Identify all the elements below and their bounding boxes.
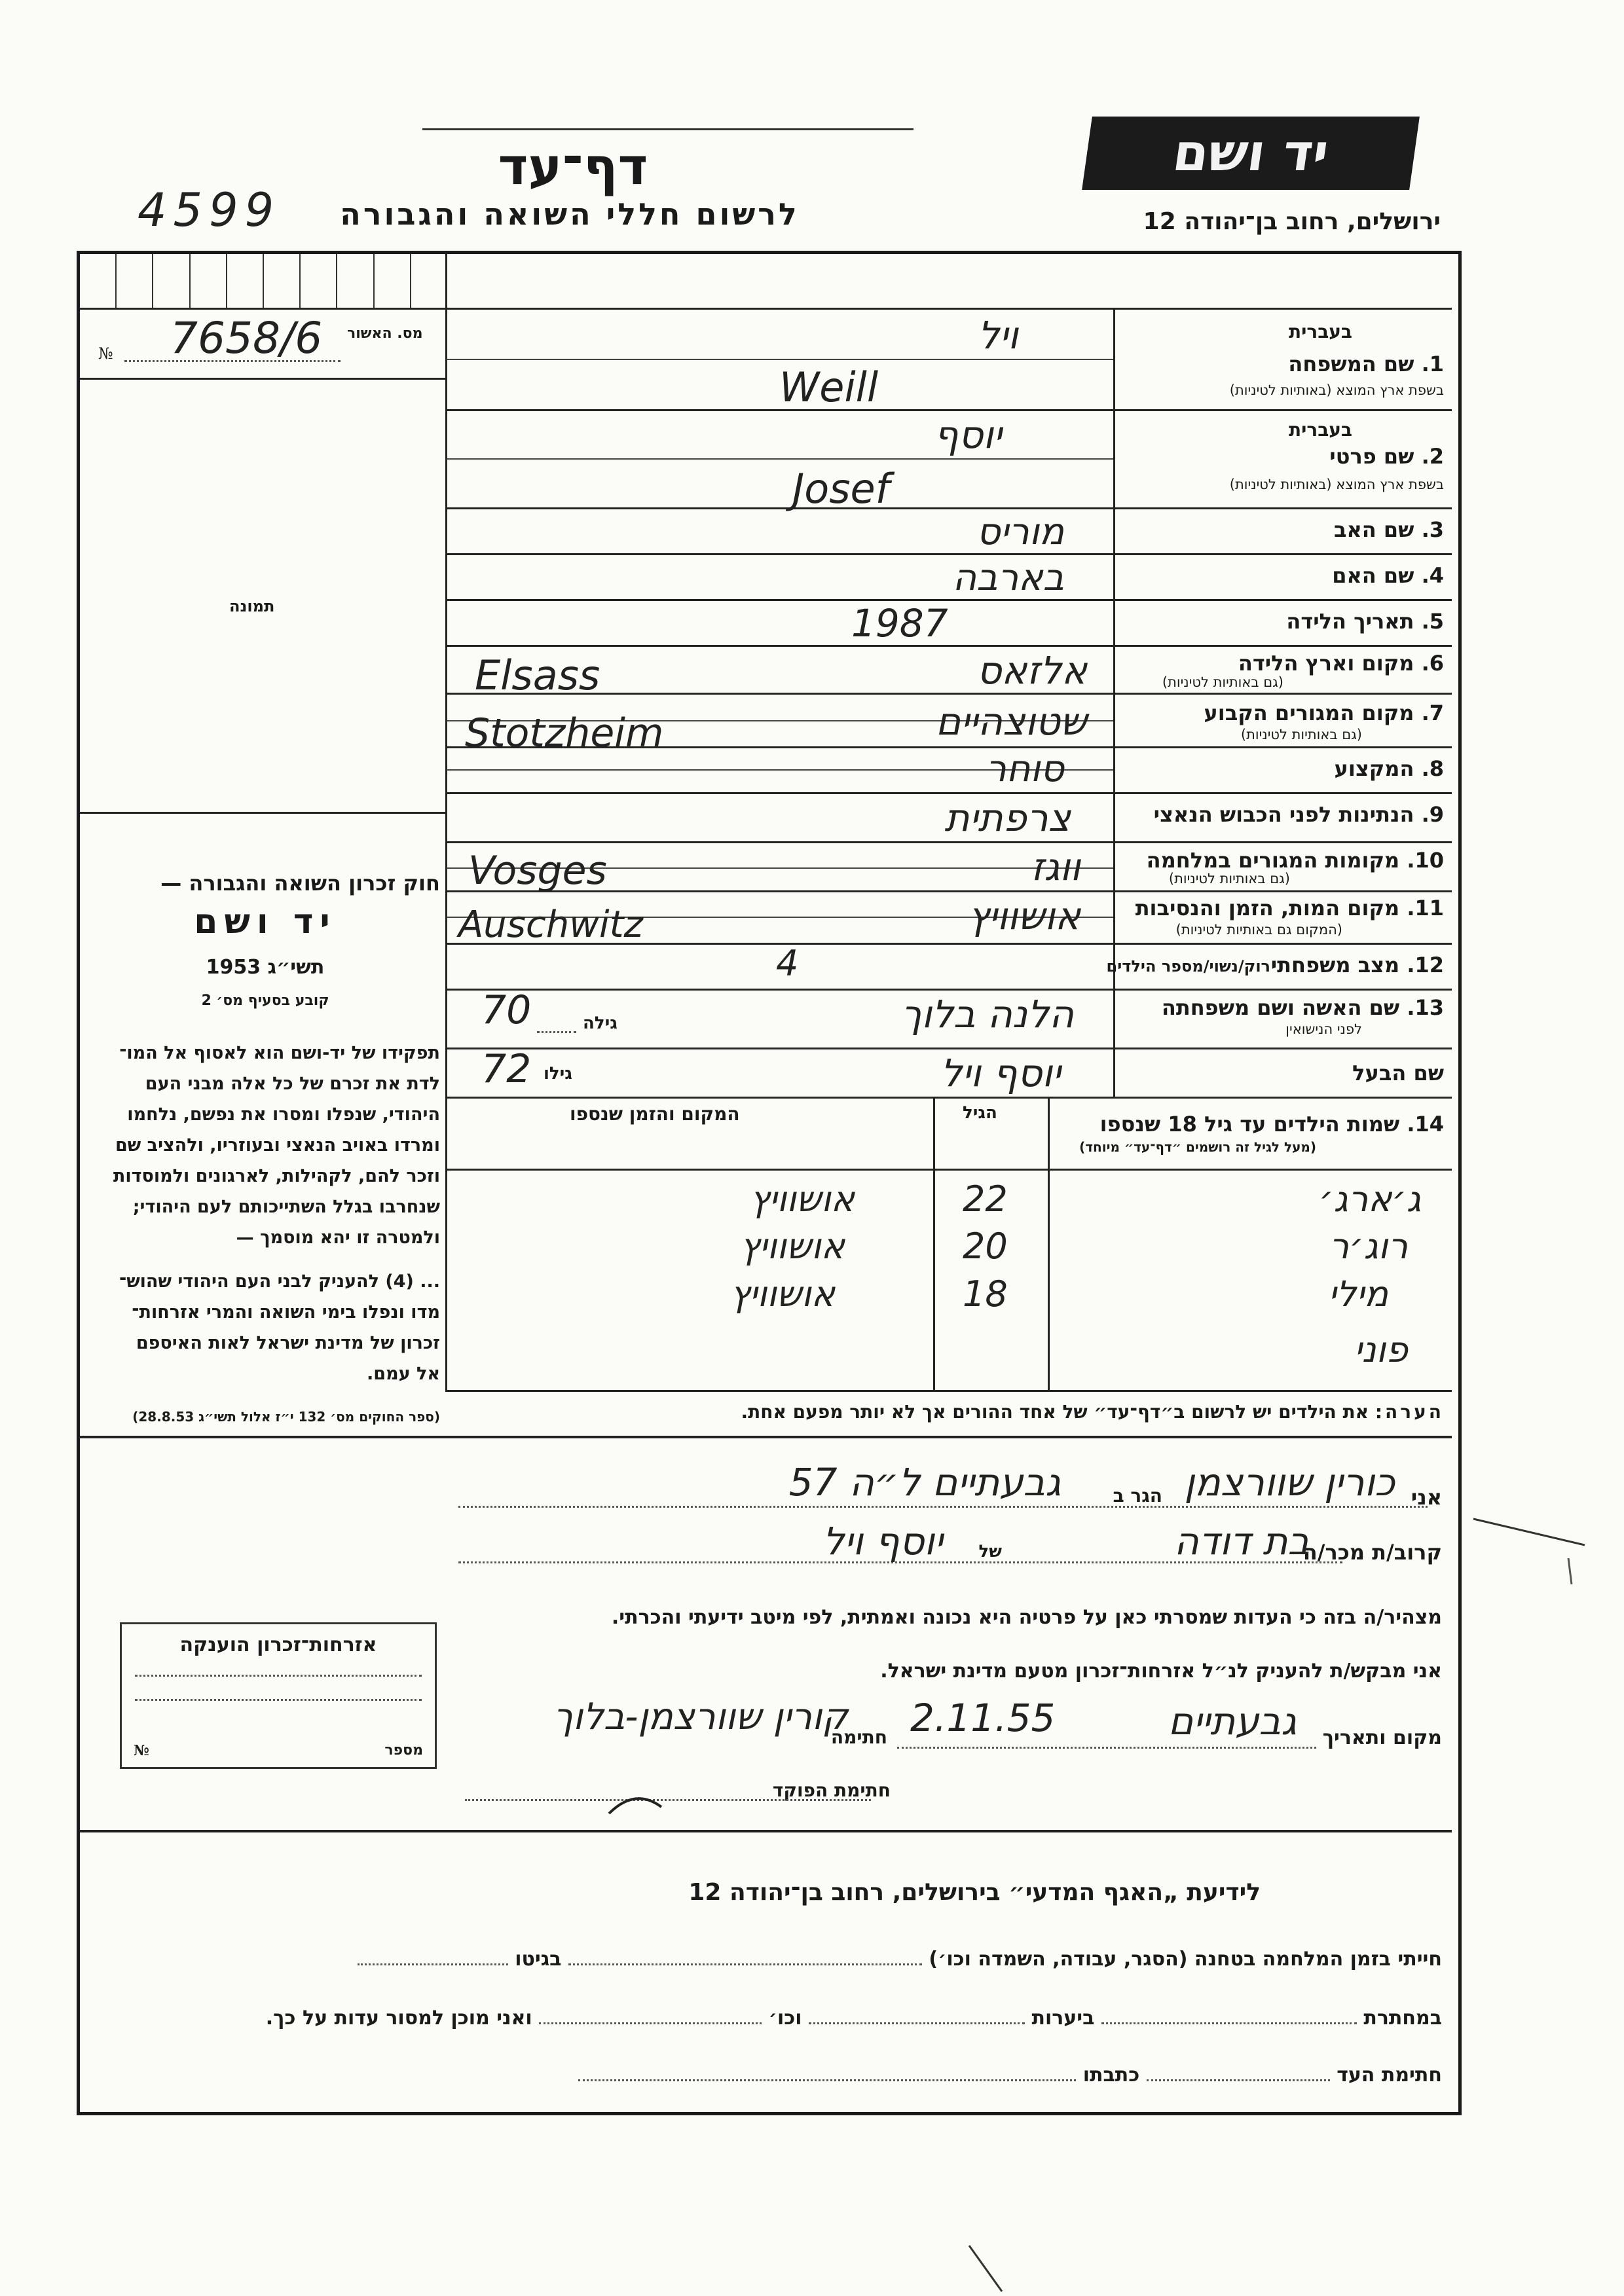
citizenship-no-symbol: № [134, 1742, 149, 1759]
field-12-num: 12. [1407, 953, 1444, 977]
field-7-num: 7. [1421, 701, 1444, 725]
field-1-num: 1. [1421, 352, 1444, 376]
field-3-label-text: שם האב [1333, 517, 1414, 542]
field-3-value: מוריס [976, 511, 1064, 553]
footer-ghetto: בגיטו [515, 1948, 562, 1971]
husband-value: יוסף ויל [940, 1051, 1061, 1095]
field-4-value: בארבה [952, 556, 1064, 599]
child-3-place: אושוויץ [730, 1273, 835, 1315]
footer-address: כתבתו [1082, 2064, 1140, 2086]
field-3-num: 3. [1421, 517, 1444, 542]
footer-forests: ביערות [1031, 2007, 1095, 2030]
field-8-num: 8. [1421, 756, 1444, 781]
law-line: תפקידו של יד-ושם הוא לאסוף אל המו־ [119, 1043, 440, 1063]
law-title: חוק זכרון השואה והגבורה — [160, 871, 440, 896]
child-1-name: ג׳ארג׳ [1319, 1178, 1421, 1220]
decl-official-label: חתימת הפוקד [772, 1779, 891, 1801]
decl-signature: קורין שוורצמן-בלוך [553, 1696, 848, 1738]
field-12-label-text: מצב משפחתי [1270, 953, 1400, 977]
field-13-label-text: שם האשה ושם משפחתה [1161, 995, 1400, 1020]
footer-title: לידיעת „האגף המדעי״ בירושלים, רחוב בן־יהודה 12 [688, 1879, 1261, 1906]
approval-number: 7658/6 [170, 313, 323, 363]
field-1-head: בעברית [1288, 321, 1352, 342]
law-line: מדו ונפלו בימי השואה והמרי אזרחות־ [132, 1302, 440, 1322]
decl-of-label: של [978, 1542, 1002, 1561]
remark-text: את הילדים יש לרשום ב״דף־עד״ של אחד ההורים אך לא יותר מפעם אחת. [741, 1401, 1369, 1423]
field-13-value: הלנה בלוך [901, 992, 1074, 1036]
child-1-age: 22 [963, 1178, 1008, 1220]
children-place-header: המקום והזמן שנספו [570, 1103, 740, 1125]
footer-line-1-text: חייתי בזמן המלחמה בטחנה (הסגר, עבודה, השמדה וכו׳) [929, 1948, 1442, 1971]
form-title: דף־עד [498, 137, 648, 196]
law-line: ולמטרה זו יהא מוסמך — [236, 1228, 440, 1248]
field-4-label-text: שם האם [1332, 563, 1414, 588]
decl-statement-2: אני מבקש/ת להעניק לנ״ל אזרחות־זכרון מטעם מדינת ישראל. [880, 1660, 1442, 1683]
law-line: ... (4) להעניק לבני העם היהודי שהוש־ [119, 1271, 440, 1292]
decl-statement-1: מצהיר/ה בזה כי העדות שמסרתי כאן על פרטיה היא נכונה ואמתית, לפי מיטב ידיעתי והכרתי. [611, 1606, 1442, 1629]
law-name: יד ושם [194, 902, 337, 941]
decl-residing-label: הגר ב [1113, 1485, 1162, 1506]
field-10-value-latin: Vosges [468, 848, 607, 894]
decl-address: גבעתיים ל״ה 57 [788, 1460, 1061, 1504]
law-line: זכרון של מדינת ישראל לאות האיספם [136, 1333, 440, 1353]
field-12-options: רוק/נשוי/מספר הילדים [1106, 957, 1270, 975]
field-8-label-text: המקצוע [1334, 756, 1414, 781]
field-7-label-text: מקום המגורים הקבוע [1204, 701, 1414, 725]
remark-label: הערה: [1375, 1401, 1444, 1423]
field-1-label-text: שם המשפחה [1288, 352, 1414, 376]
handwritten-number: 4599 [138, 183, 281, 237]
law-clause: קובע בסעיף מס׳ 2 [201, 993, 329, 1009]
field-7-value: שטוצהיים [935, 699, 1087, 744]
child-3-name: מילי [1328, 1273, 1388, 1315]
photo-label: תמונה [229, 597, 275, 615]
decl-place-date-label: מקום ותאריך [1322, 1726, 1442, 1749]
header-address: ירושלים, רחוב בן־יהודה 12 [1143, 208, 1441, 235]
footer-witness-signature: חתימת העד [1337, 2064, 1442, 2086]
field-6-sub: (גם באותיות לטיניות) [1162, 674, 1283, 690]
field-10-num: 10. [1407, 848, 1444, 873]
children-note: (מעל לגיל זה רושמים ״דף־עד״ מיוחד) [1079, 1139, 1316, 1155]
logo-text: יד ושם [1169, 124, 1333, 183]
field-13-age: 70 [481, 987, 532, 1033]
children-age-header: הגיל [963, 1103, 997, 1123]
law-line: שנחרבו בגלל השתייכותם לעם היהודי; [132, 1197, 440, 1217]
field-2-num: 2. [1421, 444, 1444, 469]
citizenship-number-label: מספר [384, 1742, 423, 1758]
law-line: ומרדו באויב הנאצי ובעוזריו, ולהציב שם [115, 1135, 440, 1156]
child-2-name: רוג׳ר [1329, 1226, 1408, 1267]
child-2-place: אושוויץ [740, 1226, 845, 1267]
field-5-label-text: תאריך הלידה [1286, 609, 1414, 634]
decl-relation-label: קרוב/ת מכר/ה [1302, 1540, 1442, 1565]
field-13-num: 13. [1407, 995, 1444, 1020]
field-11-label-text: מקום המות, הזמן והנסיבות [1135, 896, 1400, 920]
child-2-age: 20 [963, 1226, 1008, 1267]
law-year: תשי״ג 1953 [206, 956, 325, 979]
child-1-place: אושוויץ [750, 1178, 855, 1220]
field-9-num: 9. [1421, 802, 1444, 827]
husband-age-label: גילו [544, 1064, 572, 1084]
field-2-value-latin: Josef [792, 465, 890, 513]
field-6-label-text: מקום וארץ הלידה [1238, 651, 1414, 676]
citizenship-box-title: אזרחות־זכרון הוענקה [179, 1633, 377, 1656]
law-citation: (ספר החוקים מס׳ 132 י״ז אלול תשי״ג 28.8.53) [132, 1409, 440, 1425]
law-line: היהודי, שנפלו ומסרו את נפשם, נלחמו [127, 1104, 440, 1125]
field-1-value: ויל [978, 313, 1018, 357]
field-5-num: 5. [1421, 609, 1444, 634]
field-2-label-text: שם פרטי [1329, 444, 1414, 469]
field-2-head: בעברית [1288, 419, 1352, 441]
field-9-value: צרפתית [944, 795, 1071, 840]
law-line: לדת את זכרם של כל אלה מבני העם [145, 1074, 440, 1094]
decl-of-name: יוסף ויל [822, 1519, 943, 1563]
field-7-sub: (גם באותיות לטיניות) [1240, 727, 1362, 742]
child-3-age: 18 [963, 1273, 1008, 1315]
field-1-sub: בשפת ארץ המוצא (באותיות לטיניות) [1229, 382, 1444, 398]
field-6-value: אלזאס [976, 648, 1087, 693]
decl-i-label: אני [1411, 1485, 1442, 1510]
field-11-value: אושוויץ [968, 894, 1080, 938]
decl-place: גבעתיים [1168, 1699, 1297, 1743]
field-11-sub: (המקום גם באותיות לטיניות) [1175, 922, 1342, 938]
field-4-num: 4. [1421, 563, 1444, 588]
field-10-sub: (גם באותיות לטיניות) [1168, 871, 1290, 886]
field-11-num: 11. [1407, 896, 1444, 920]
field-12-value: 4 [776, 943, 799, 984]
field-5-value: 1987 [851, 601, 948, 646]
field-13-sub: לפני הנישואין [1285, 1021, 1362, 1037]
field-7-value-latin: Stotzheim [465, 710, 664, 756]
children-num: 14. [1407, 1112, 1444, 1137]
husband-age: 72 [481, 1046, 532, 1092]
field-6-value-latin: Elsass [475, 651, 600, 699]
form-subtitle: לרשום חללי השואה והגבורה [340, 196, 800, 232]
decl-name: כורין שוורצמן [1184, 1460, 1395, 1504]
approval-label: מס. האשור [347, 325, 423, 342]
field-10-label-text: מקומות המגורים במלחמה [1146, 848, 1400, 873]
decl-signature-label: חתימה [830, 1726, 887, 1748]
field-6-num: 6. [1421, 651, 1444, 676]
field-8-value: סוחר [986, 748, 1064, 790]
approval-no-symbol: № [98, 344, 113, 363]
field-10-value: ווגז [1031, 845, 1080, 889]
field-2-sub: בשפת ארץ המוצא (באותיות לטיניות) [1229, 477, 1444, 492]
law-line: וזכר להם, לקהילות, לארגונים ולמוסדות [113, 1166, 440, 1186]
field-2-value: יוסף [934, 412, 1002, 457]
field-11-value-latin: Auschwitz [458, 903, 643, 946]
footer-underground: במחתרת [1363, 2007, 1442, 2030]
footer-ready: ואני מוכן למסור עדות על כך. [265, 2007, 532, 2030]
children-title-text: שמות הילדים עד גיל 18 שנספו [1099, 1112, 1400, 1137]
decl-relation: בת דודה [1173, 1519, 1310, 1563]
husband-label: שם הבעל [1352, 1061, 1444, 1085]
law-line: אל עמם. [367, 1364, 440, 1384]
field-13-age-label: גילה [583, 1013, 618, 1033]
field-9-label-text: הנתינות לפני הכבוש הנאצי [1153, 802, 1414, 827]
decl-date: 2.11.55 [910, 1696, 1056, 1740]
footer-etc: וכו׳ [768, 2007, 802, 2030]
field-1-value-latin: Weill [779, 363, 879, 411]
child-4-name: פוני [1354, 1329, 1408, 1370]
